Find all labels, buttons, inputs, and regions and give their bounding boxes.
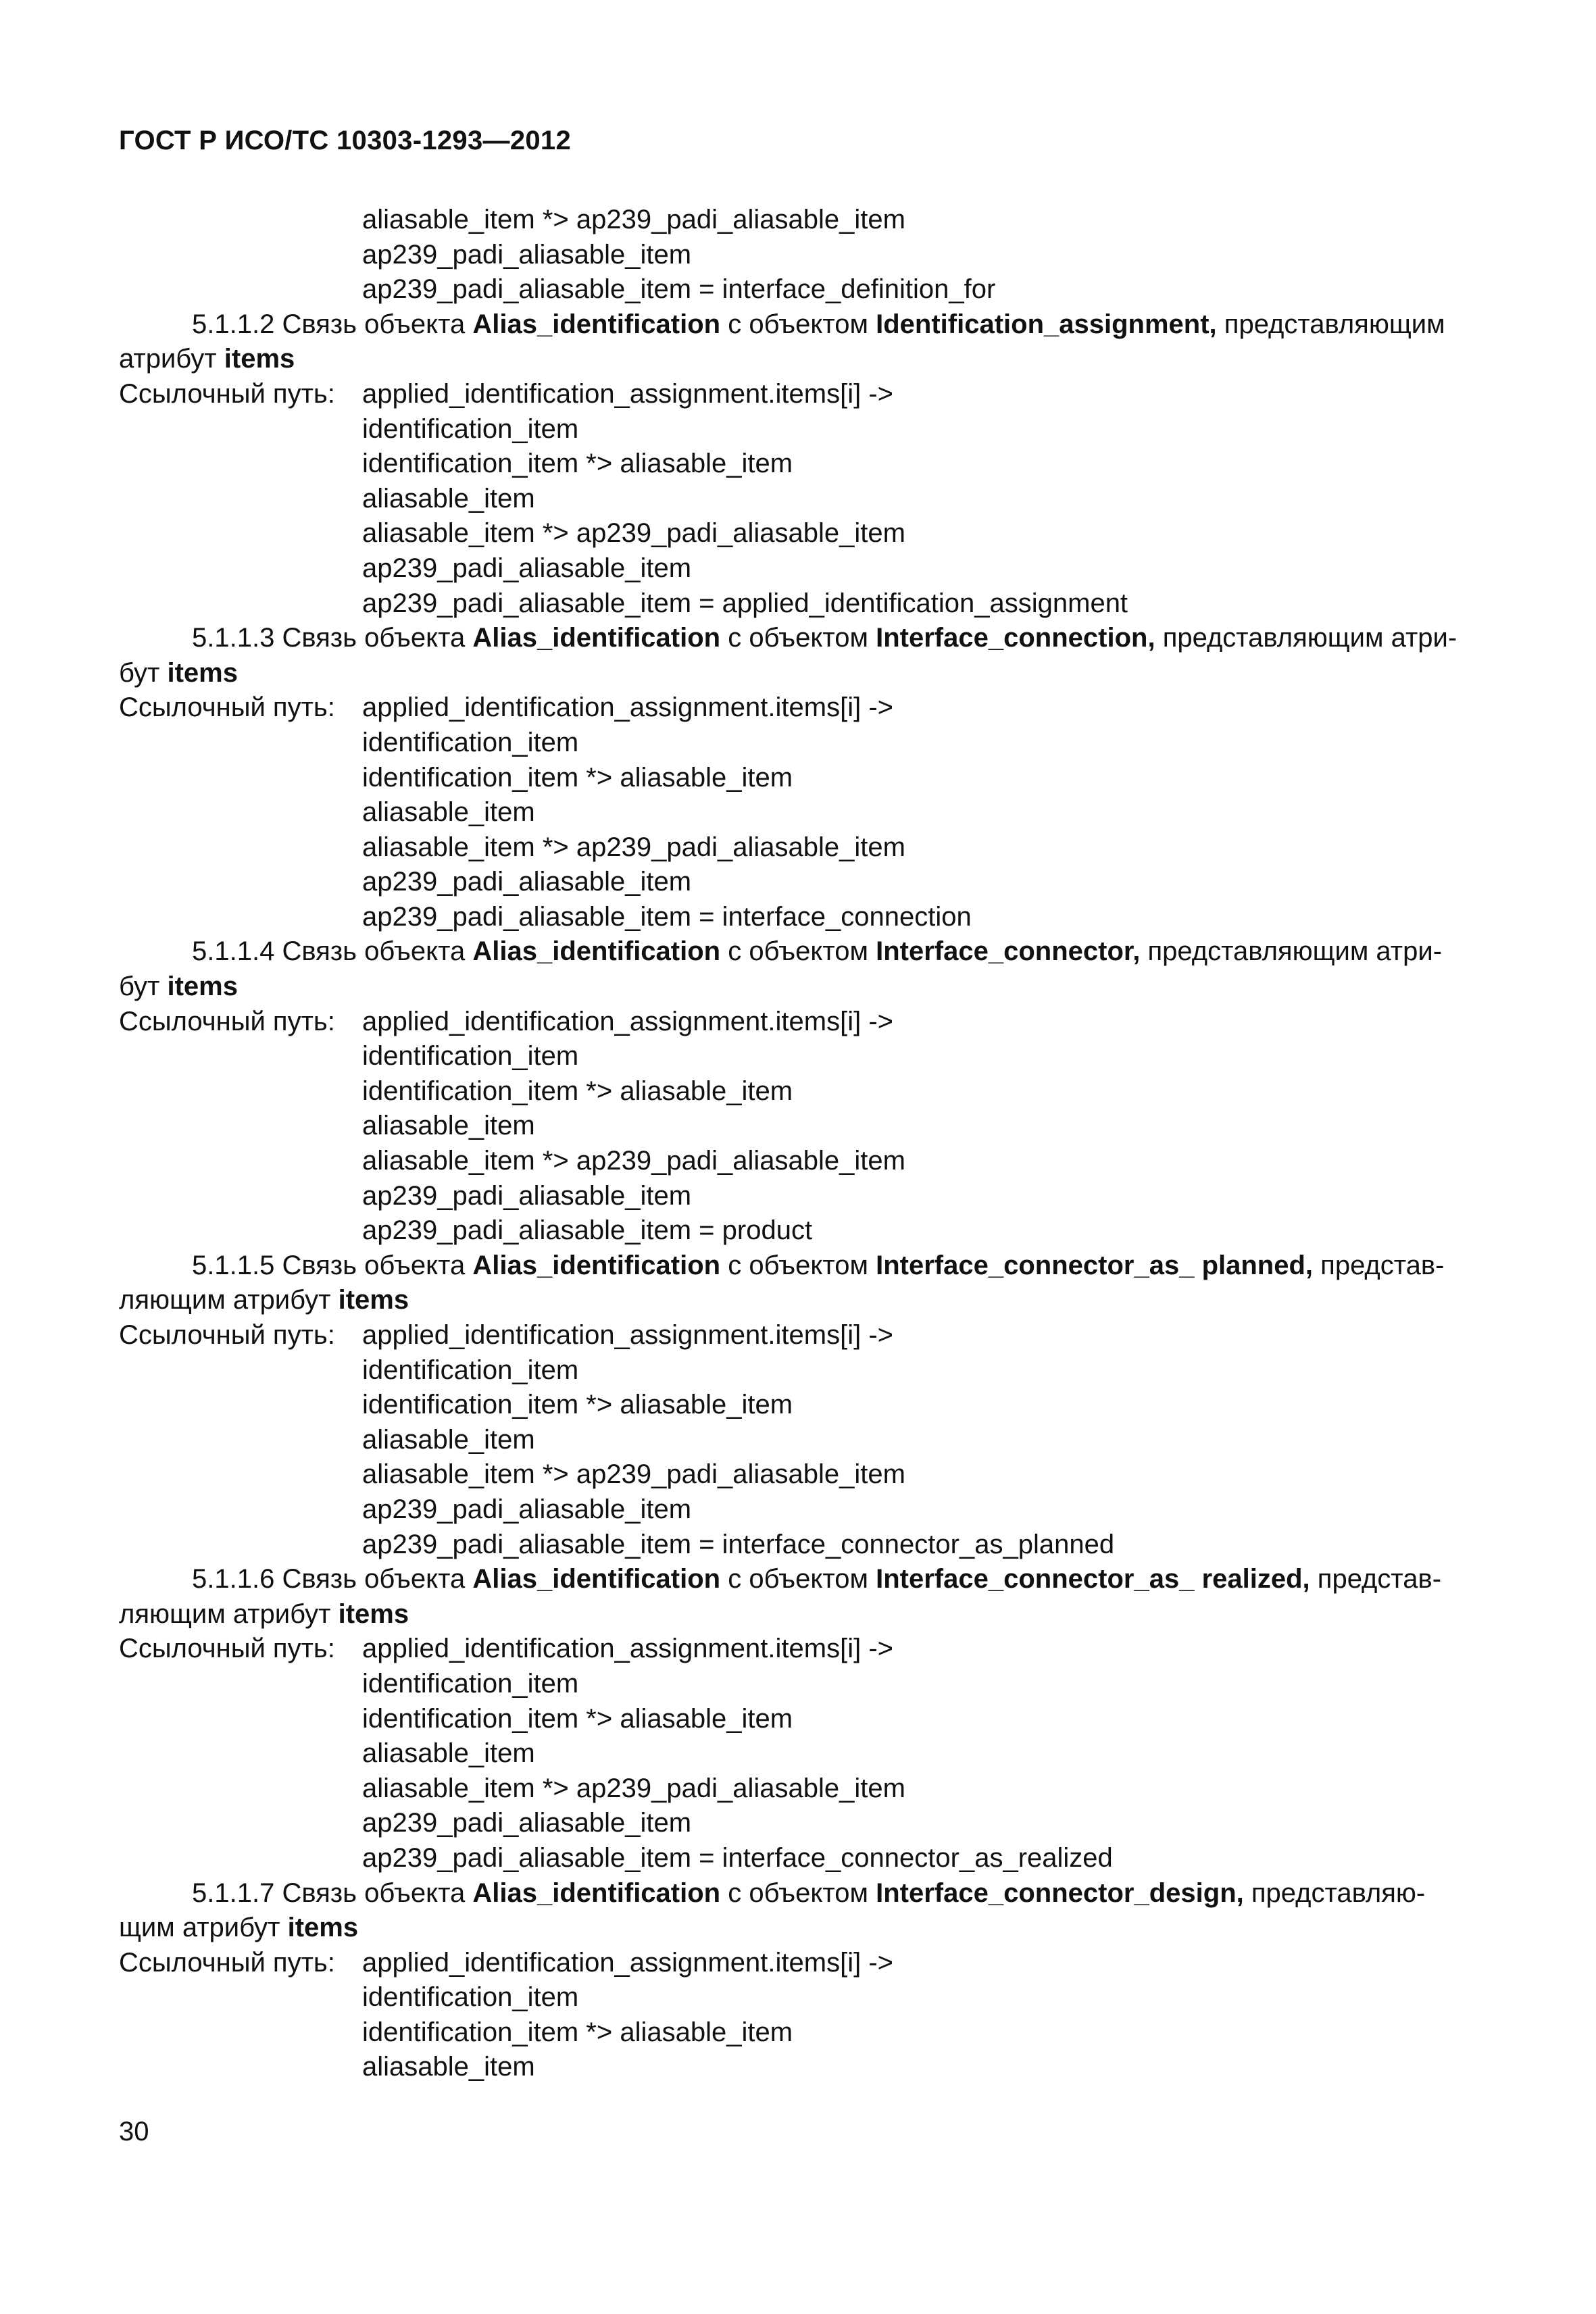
path-line: ap239_padi_aliasable_item = interface_connection <box>362 901 972 932</box>
path-line: identification_item *> aliasable_item <box>362 1076 793 1106</box>
reference-path-label: Ссылочный путь: <box>119 1006 335 1036</box>
path-line: aliasable_item *> ap239_padi_aliasable_item <box>362 1146 905 1176</box>
path-line: identification_item <box>362 1355 579 1385</box>
target-entity: Interface_connector, <box>876 936 1141 967</box>
path-line: identification_item <box>362 1041 579 1072</box>
section-heading-5-1-1-4: 5.1.1.4 Связь объекта Alias_identification с объектом Interface_connector, представляющим атри- <box>192 936 1443 967</box>
path-line: aliasable_item *> ap239_padi_aliasable_item <box>362 518 905 549</box>
reference-path-label: Ссылочный путь: <box>119 1947 335 1978</box>
section-heading-continuation: ляющим атрибут items <box>119 1285 409 1315</box>
path-line: aliasable_item *> ap239_padi_aliasable_item <box>362 1459 905 1490</box>
path-line: aliasable_item <box>362 483 535 513</box>
path-line: identification_item *> aliasable_item <box>362 1703 793 1734</box>
section-heading-5-1-1-6: 5.1.1.6 Связь объекта Alias_identification с объектом Interface_connector_as_ realized, представ- <box>192 1564 1442 1594</box>
path-line: aliasable_item <box>362 1738 535 1769</box>
attribute-name: items <box>287 1913 359 1943</box>
attribute-name: items <box>167 972 238 1002</box>
path-line: identification_item <box>362 1982 579 2013</box>
entity-name: Alias_identification <box>472 936 721 967</box>
path-line: ap239_padi_aliasable_item <box>362 1808 692 1838</box>
path-line: aliasable_item <box>362 1111 535 1141</box>
reference-path-row: Ссылочный путь: applied_identification_assignment.items[i] -> <box>119 1946 1497 1981</box>
path-line: aliasable_item <box>362 1424 535 1455</box>
section-heading-continuation: бут items <box>119 972 238 1002</box>
path-line: aliasable_item *> ap239_padi_aliasable_item <box>362 205 905 234</box>
path-line: ap239_padi_aliasable_item = applied_identification_assignment <box>362 588 1128 618</box>
path-line: ap239_padi_aliasable_item = product <box>362 1215 813 1246</box>
path-line: identification_item <box>362 413 579 444</box>
path-line: aliasable_item <box>362 797 535 828</box>
target-entity: Identification_assignment, <box>876 309 1217 339</box>
entity-name: Alias_identification <box>472 1878 721 1908</box>
section-heading-5-1-1-7: 5.1.1.7 Связь объекта Alias_identification с объектом Interface_connector_design, представляю- <box>192 1878 1426 1908</box>
attribute-name: items <box>338 1285 409 1315</box>
reference-path-row: Ссылочный путь: applied_identification_assignment.items[i] -> <box>119 1632 1497 1667</box>
section-heading-continuation: ляющим атрибут items <box>119 1599 409 1629</box>
path-line: aliasable_item <box>362 2052 535 2082</box>
section-heading-continuation: щим атрибут items <box>119 1913 359 1943</box>
section-heading-5-1-1-3: 5.1.1.3 Связь объекта Alias_identification с объектом Interface_connection, представляющим атри- <box>192 623 1457 653</box>
path-line: identification_item *> aliasable_item <box>362 2017 793 2047</box>
path-line: ap239_padi_aliasable_item = interface_connector_as_realized <box>362 1842 1113 1873</box>
target-entity: Interface_connector_design, <box>876 1878 1244 1908</box>
reference-path-row: Ссылочный путь: applied_identification_assignment.items[i] -> <box>119 690 1497 726</box>
section-heading-5-1-1-5: 5.1.1.5 Связь объекта Alias_identification с объектом Interface_connector_as_ planned, представ- <box>192 1250 1445 1280</box>
path-line: aliasable_item *> ap239_padi_aliasable_item <box>362 1773 905 1803</box>
reference-path-row: Ссылочный путь: applied_identification_assignment.items[i] -> <box>119 1005 1497 1040</box>
entity-name: Alias_identification <box>472 1250 721 1280</box>
path-line: identification_item *> aliasable_item <box>362 449 793 479</box>
section-heading-5-1-1-2: 5.1.1.2 Связь объекта Alias_identification с объектом Identification_assignment, представляющим <box>192 309 1445 339</box>
entity-name: Alias_identification <box>472 1564 721 1594</box>
section-heading-continuation: бут items <box>119 657 238 688</box>
page-number: 30 <box>119 2117 149 2146</box>
attribute-name: items <box>167 657 238 688</box>
path-line: identification_item <box>362 1668 579 1699</box>
attribute-name: items <box>338 1599 409 1629</box>
target-entity: Interface_connector_as_ planned, <box>876 1250 1314 1280</box>
entity-name: Alias_identification <box>472 309 721 339</box>
path-line: ap239_padi_aliasable_item = interface_connector_as_planned <box>362 1529 1115 1559</box>
path-line: identification_item *> aliasable_item <box>362 1390 793 1420</box>
target-entity: Interface_connection, <box>876 623 1155 653</box>
standard-code-header: ГОСТ Р ИСО/ТС 10303-1293—2012 <box>119 126 572 155</box>
path-line: identification_item <box>362 727 579 757</box>
path-line: ap239_padi_aliasable_item = interface_definition_for <box>362 274 996 305</box>
target-entity: Interface_connector_as_ realized, <box>876 1564 1310 1594</box>
path-line: ap239_padi_aliasable_item <box>362 1180 692 1211</box>
path-line: ap239_padi_aliasable_item <box>362 867 692 897</box>
path-line: ap239_padi_aliasable_item <box>362 553 692 583</box>
section-heading-continuation: атрибут items <box>119 344 295 374</box>
reference-path-row: Ссылочный путь: applied_identification_assignment.items[i] -> <box>119 1318 1497 1353</box>
reference-path-label: Ссылочный путь: <box>119 1320 335 1350</box>
attribute-name: items <box>224 344 295 374</box>
page-content <box>119 203 1497 2085</box>
path-line: identification_item *> aliasable_item <box>362 762 793 793</box>
reference-path-row: Ссылочный путь: applied_identification_assignment.items[i] -> <box>119 377 1497 412</box>
path-line: ap239_padi_aliasable_item <box>362 239 692 270</box>
entity-name: Alias_identification <box>472 623 721 653</box>
path-line: aliasable_item *> ap239_padi_aliasable_item <box>362 832 905 862</box>
reference-path-label: Ссылочный путь: <box>119 693 335 723</box>
reference-path-label: Ссылочный путь: <box>119 378 335 409</box>
reference-path-label: Ссылочный путь: <box>119 1634 335 1664</box>
path-line: ap239_padi_aliasable_item <box>362 1494 692 1524</box>
